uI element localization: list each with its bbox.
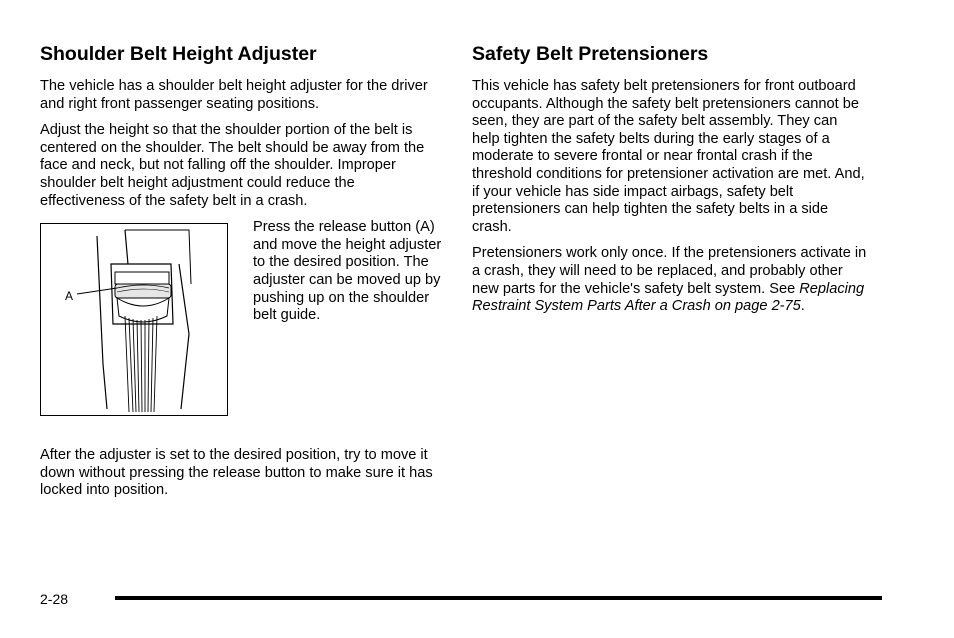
figure-label-a: A [65,289,74,304]
height-adjuster-illustration [40,223,228,416]
footer-rule [115,596,882,600]
paragraph-adjust-height: Adjust the height so that the shoulder portion of the belt is centered on the shoulder. The belt should be away from the face and neck, but not falling off the shoulder. Improper shoulder belt height adjustment could reduce the effectiveness of the safety belt in a crash. [40,122,425,209]
figure-caption-text: Press the release button (A) and move the height adjuster to the desired position. The adjuster can be moved up by pushing up on the shoulder belt guide. [253,219,442,324]
left-column [40,42,442,509]
paragraph-after-adjust: After the adjuster is set to the desired position, try to move it down without pressing the release button to make sure it has locked into position. [40,447,433,499]
paragraph-pretensioners-once [472,245,867,315]
paragraph-pretensioners-intro: This vehicle has safety belt pretensioners for front outboard occupants. Although the safety belt pretensioners cannot be seen, they are part of the safety belt assembly. They can help tighten the safety belts during the early stages of a moderate to severe frontal or near frontal crash if the threshold conditions for pretensioner activation are met. And, if your vehicle has side impact airbags, safety belt pretensioners can help tighten the safety belts in a side crash. [472,78,865,235]
figure-row [40,219,442,437]
section-heading-pretensioners: Safety Belt Pretensioners [472,43,709,65]
pretensioners-once-suffix: . [800,298,805,315]
height-adjuster-drawing [41,224,228,416]
paragraph-adjuster-intro: The vehicle has a shoulder belt height adjuster for the driver and right front passenger seating positions. [40,78,428,112]
right-column [472,42,867,325]
pretensioners-once-text: Pretensioners work only once. If the pretensioners activate in a crash, they will need to be replaced, and probably other new parts for the vehicle's safety belt system. See [472,245,867,297]
page-number: 2-28 [40,591,69,607]
figure-caption [253,219,443,325]
section-heading-shoulder-belt: Shoulder Belt Height Adjuster [40,43,317,65]
cross-reference-link[interactable]: Replacing Restraint System Parts After a Crash on page 2-75 [472,280,865,315]
